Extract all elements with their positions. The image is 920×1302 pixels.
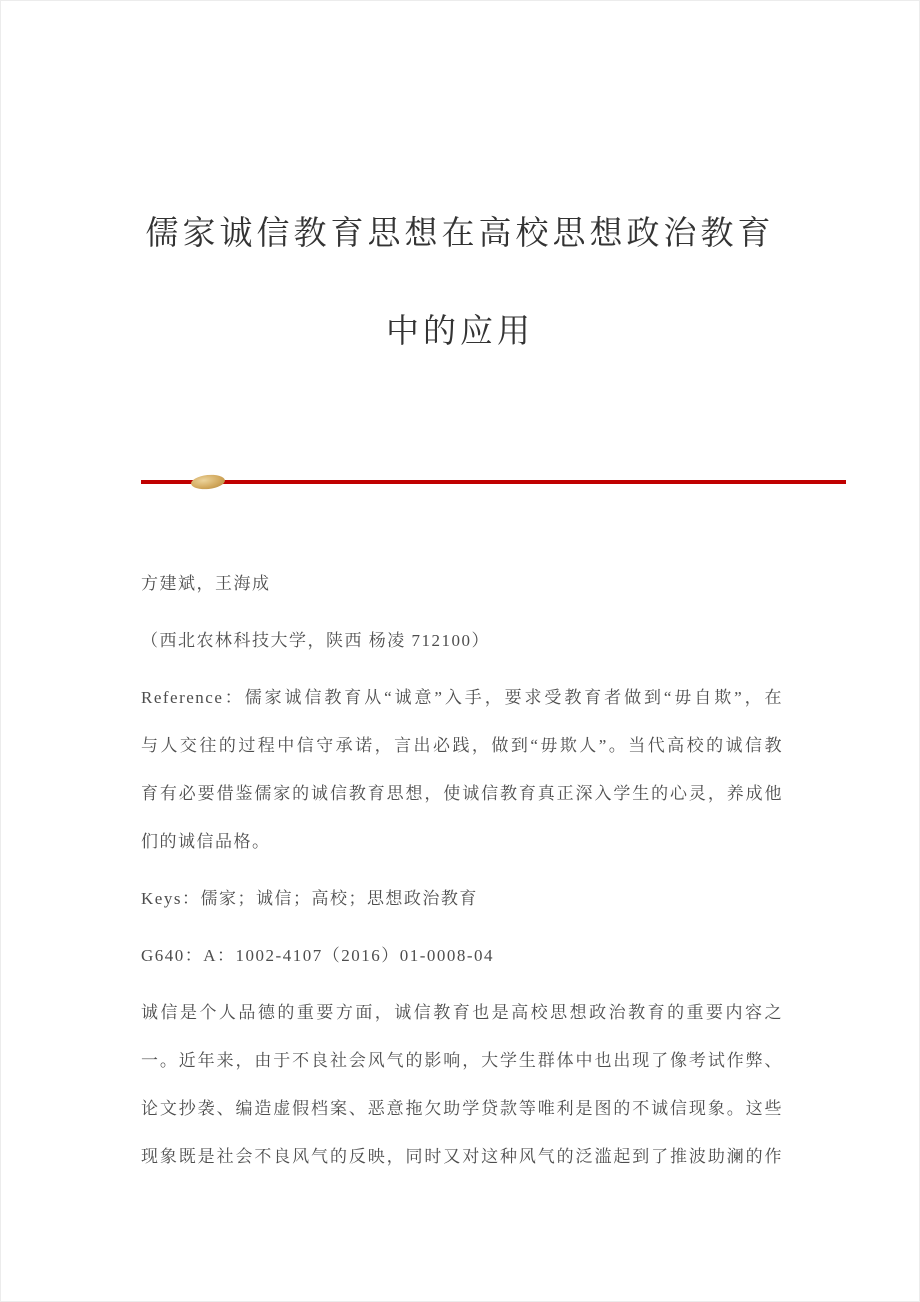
- text-line: Keys：儒家；诚信；高校；思想政治教育: [141, 889, 478, 908]
- document-title: [1, 213, 919, 353]
- text-line: Reference：儒家诚信教育从“诚意”入手，要求受教育者做到“毋自欺”，在: [141, 688, 783, 707]
- text-line: 与人交往的过程中信守承诺，言出必践，做到“毋欺人”。当代高校的诚信教: [141, 736, 783, 755]
- paragraph-affiliation: [141, 617, 783, 665]
- paragraph-authors: [141, 560, 783, 608]
- document-body: [141, 560, 783, 1190]
- text-line: （西北农林科技大学，陕西 杨凌 712100）: [141, 631, 490, 650]
- text-line: 论文抄袭、编造虚假档案、恶意拖欠助学贷款等唯利是图的不诚信现象。这些: [141, 1099, 783, 1118]
- divider-line: [141, 480, 846, 484]
- paragraph-abstract: [141, 674, 783, 866]
- document-title-line1: 儒家诚信教育思想在高校思想政治教育: [145, 216, 775, 252]
- document-title-line2: 中的应用: [386, 314, 534, 350]
- divider-ornament: [190, 473, 225, 490]
- text-line: 诚信是个人品德的重要方面，诚信教育也是高校思想政治教育的重要内容之: [141, 1003, 783, 1022]
- paragraph-body-paragraph: [141, 989, 783, 1181]
- text-line: 一。近年来，由于不良社会风气的影响，大学生群体中也出现了像考试作弊、: [141, 1051, 783, 1070]
- text-line: 方建斌，王海成: [141, 574, 271, 593]
- paragraph-keywords: [141, 875, 783, 923]
- text-line: 们的诚信品格。: [141, 832, 271, 851]
- text-line: 育有必要借鉴儒家的诚信教育思想，使诚信教育真正深入学生的心灵，养成他: [141, 784, 783, 803]
- text-line: 现象既是社会不良风气的反映，同时又对这种风气的泛滥起到了推波助澜的作: [141, 1147, 783, 1166]
- text-line: G640：A：1002-4107（2016）01-0008-04: [141, 946, 495, 965]
- paragraph-article-id: [141, 932, 783, 980]
